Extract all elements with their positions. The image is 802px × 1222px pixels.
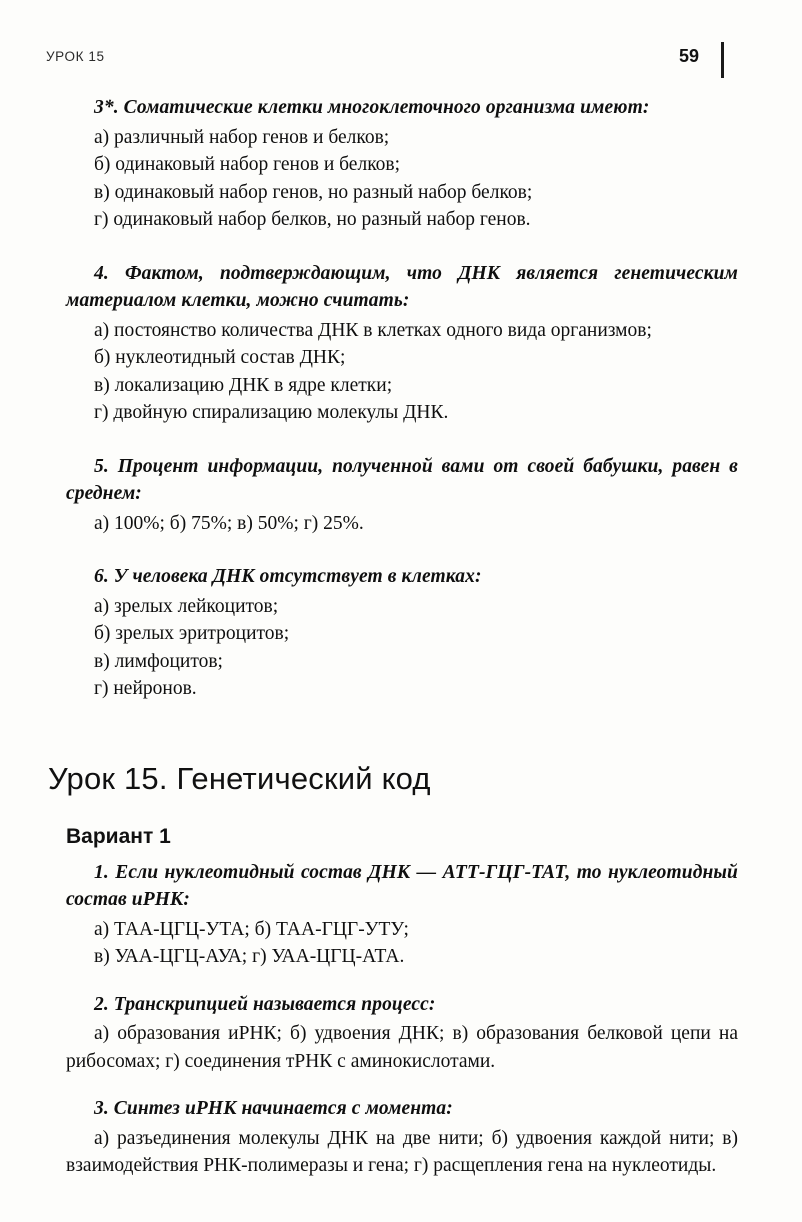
answer-option: г) нейронов. bbox=[94, 678, 197, 699]
answer-option: а) образования иРНК; б) удвоения ДНК; в) образования белковой цепи на рибосомах; г) соединения тРНК с аминокислотами. bbox=[66, 1023, 738, 1072]
spacer bbox=[66, 234, 738, 260]
answer-list bbox=[66, 593, 738, 703]
answer-option: а) зрелых лейкоцитов; bbox=[94, 595, 279, 617]
question-prompt: 6. У человека ДНК отсутствует в клетках: bbox=[94, 566, 482, 587]
answer-list bbox=[66, 1020, 738, 1075]
answer-option: б) нуклеотидный состав ДНК; bbox=[94, 347, 346, 368]
answer-option: г) одинаковый набор белков, но разный набор генов. bbox=[94, 209, 531, 230]
question-prompt: 2. Транскрипцией называется процесс: bbox=[94, 993, 436, 1015]
answer-option: в) одинаковый набор генов, но разный набор белков; bbox=[94, 181, 533, 203]
question-block bbox=[66, 1095, 738, 1180]
question-prompt: 4. Фактом, подтверждающим, что ДНК является генетическим материалом клетки, можно считать: bbox=[66, 262, 738, 311]
running-head: УРОК 15 bbox=[46, 49, 105, 64]
answer-option: б) одинаковый набор генов и белков; bbox=[94, 154, 401, 175]
lesson-heading bbox=[48, 761, 738, 797]
spacer bbox=[66, 1075, 738, 1095]
spacer bbox=[66, 849, 738, 859]
answer-list bbox=[66, 510, 738, 538]
answer-list bbox=[66, 124, 738, 234]
question-block bbox=[66, 859, 738, 971]
answer-option: а) ТАА-ЦГЦ-УТА; б) ТАА-ГЦГ-УТУ; bbox=[94, 918, 409, 940]
answer-list bbox=[66, 916, 738, 971]
answer-option: а) постоянство количества ДНК в клетках одного вида организмов; bbox=[94, 319, 652, 341]
answer-option: а) 100%; б) 75%; в) 50%; г) 25%. bbox=[94, 512, 364, 534]
question-prompt: 5. Процент информации, полученной вами от своей бабушки, равен в среднем: bbox=[66, 455, 738, 504]
question-block bbox=[66, 991, 738, 1076]
answer-list bbox=[66, 1125, 738, 1180]
spacer bbox=[66, 427, 738, 453]
question-prompt: 3. Синтез иРНК начинается с момента: bbox=[94, 1098, 453, 1119]
page-number: 59 bbox=[678, 46, 699, 66]
question-prompt: 1. Если нуклеотидный состав ДНК — АТТ-ГЦГ-ТАТ, то нуклеотидный состав иРНК: bbox=[66, 861, 738, 910]
answer-option: б) зрелых эритроцитов; bbox=[94, 623, 290, 644]
spacer bbox=[66, 797, 738, 825]
answer-option: в) лимфоцитов; bbox=[94, 650, 223, 672]
page-content bbox=[48, 94, 738, 1180]
question-prompt: 3*. Соматические клетки многоклеточного организма имеют: bbox=[94, 97, 650, 118]
answer-list bbox=[66, 317, 738, 427]
variant-heading: Вариант 1 bbox=[66, 824, 171, 848]
question-block bbox=[66, 563, 738, 703]
page-header bbox=[46, 46, 746, 80]
question-block bbox=[66, 453, 738, 538]
question-block bbox=[66, 94, 738, 234]
answer-option: а) различный набор генов и белков; bbox=[94, 126, 390, 148]
answer-option: в) локализацию ДНК в ядре клетки; bbox=[94, 374, 393, 396]
question-block bbox=[66, 260, 738, 427]
header-rule-decoration bbox=[721, 42, 724, 78]
answer-option: г) двойную спирализацию молекулы ДНК. bbox=[94, 402, 449, 423]
spacer bbox=[66, 703, 738, 761]
spacer bbox=[66, 971, 738, 991]
answer-option: а) разъединения молекулы ДНК на две нити; б) удвоения каждой нити; в) взаимодействия РНК-полимеразы и гена; г) расщепления гена на нуклеотиды. bbox=[66, 1127, 738, 1176]
answer-option: в) УАА-ЦГЦ-АУА; г) УАА-ЦГЦ-АТА. bbox=[94, 946, 405, 967]
page-title: Урок 15. Генетический код bbox=[48, 760, 431, 796]
spacer bbox=[66, 537, 738, 563]
